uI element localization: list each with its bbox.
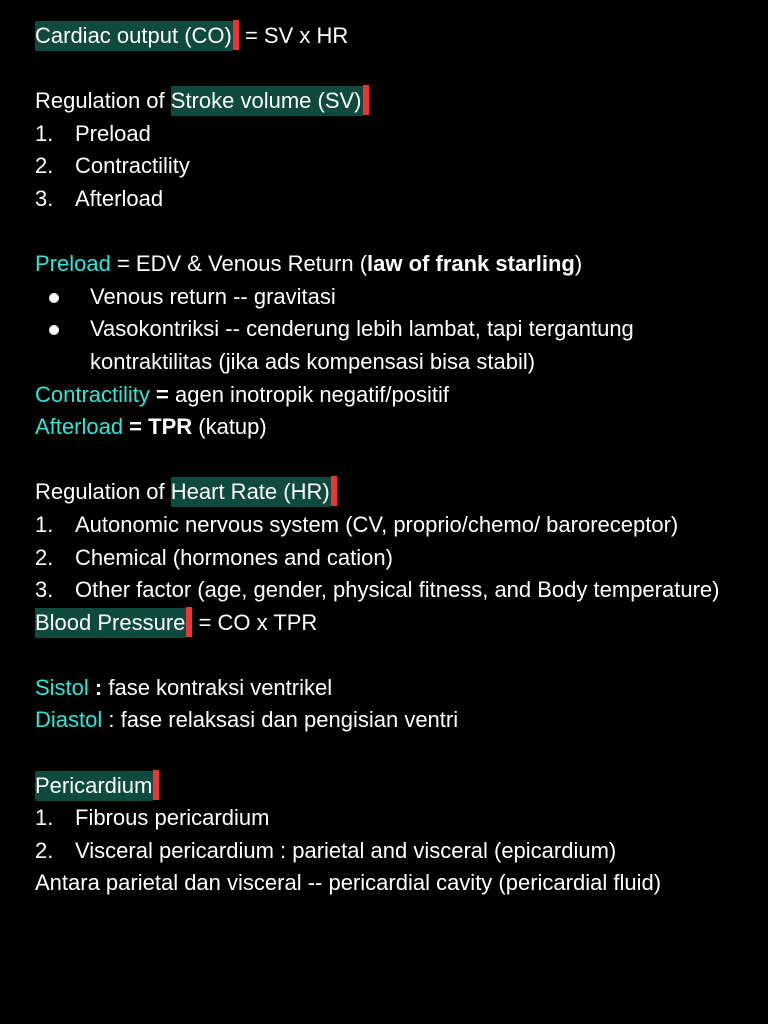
list-text: Other factor (age, gender, physical fitness, and Body temperature) <box>75 577 720 603</box>
diastol-line <box>35 704 747 737</box>
pericardium-heading <box>35 770 747 803</box>
list-text: Chemical (hormones and cation) <box>75 544 393 570</box>
preload-line <box>35 248 747 281</box>
sv-heading <box>35 85 747 118</box>
afterload-equals: = <box>123 414 149 440</box>
list-text: Fibrous pericardium <box>75 805 270 831</box>
contractility-term: Contractility <box>35 381 150 407</box>
text-cursor <box>331 476 337 506</box>
list-item <box>35 542 747 575</box>
blank-line <box>35 444 747 477</box>
sv-list <box>35 118 747 216</box>
blood-pressure-term: Blood Pressure <box>35 608 186 638</box>
contractility-line <box>35 379 747 412</box>
list-number: 1. <box>35 511 54 537</box>
afterload-tpr: TPR <box>148 414 193 440</box>
blood-pressure-line <box>35 607 747 640</box>
sv-term: Stroke volume (SV) <box>171 86 363 116</box>
cardiac-output-term: Cardiac output (CO) <box>35 21 233 51</box>
sistol-line <box>35 672 747 705</box>
cardiac-output-line <box>35 20 747 53</box>
hr-heading-prefix: Regulation of <box>35 479 171 505</box>
cardiac-output-formula: = SV x HR <box>238 23 349 48</box>
list-text: Contractility <box>75 153 190 179</box>
list-item <box>35 802 747 835</box>
preload-bullets <box>35 281 747 379</box>
list-item <box>35 183 747 216</box>
list-item <box>35 574 747 607</box>
list-text: Autonomic nervous system (CV, proprio/chemo/ baroreceptor) <box>75 511 679 537</box>
contractility-equals: = <box>149 381 175 407</box>
bullet-text: Vasokontriksi -- cenderung lebih lambat, tapi tergantung kontraktilitas (jika ads kompensasi bisa stabil) <box>90 316 634 374</box>
text-cursor <box>153 770 159 800</box>
sistol-colon: : <box>88 674 109 700</box>
hr-heading <box>35 476 747 509</box>
preload-text: = EDV & Venous Return ( <box>110 251 368 277</box>
afterload-text: (katup) <box>192 414 267 440</box>
pericardium-list <box>35 802 747 867</box>
list-item <box>35 118 747 151</box>
pericardium-term: Pericardium <box>35 771 153 801</box>
preload-law: law of frank starling <box>367 251 575 277</box>
list-number: 2. <box>35 837 54 863</box>
list-text: Preload <box>75 120 151 146</box>
contractility-text: agen inotropik negatif/positif <box>175 381 449 407</box>
bullet-icon <box>49 293 59 303</box>
list-text: Afterload <box>75 185 164 211</box>
bullet-item <box>35 313 747 378</box>
bullet-icon <box>49 325 59 335</box>
list-item <box>35 835 747 868</box>
blank-line <box>35 639 747 672</box>
list-number: 2. <box>35 544 54 570</box>
preload-close: ) <box>574 251 583 277</box>
pericardium-note: Antara parietal dan visceral -- pericardial cavity (pericardial fluid) <box>35 870 662 896</box>
bullet-item <box>35 281 747 314</box>
bullet-text: Venous return -- gravitasi <box>90 283 336 309</box>
sistol-term: Sistol <box>35 674 89 700</box>
list-item <box>35 150 747 183</box>
list-item <box>35 509 747 542</box>
list-number: 1. <box>35 120 54 146</box>
list-number: 1. <box>35 805 54 831</box>
sistol-text: fase kontraksi ventrikel <box>108 674 333 700</box>
list-number: 3. <box>35 185 54 211</box>
blank-line <box>35 216 747 249</box>
diastol-term: Diastol <box>35 707 103 733</box>
note-document[interactable] <box>35 20 747 900</box>
blood-pressure-formula: = CO x TPR <box>192 609 318 635</box>
list-text: Visceral pericardium : parietal and visceral (epicardium) <box>75 837 617 863</box>
diastol-text: : fase relaksasi dan pengisian ventri <box>102 707 459 733</box>
afterload-line <box>35 411 747 444</box>
afterload-term: Afterload <box>35 414 124 440</box>
sv-heading-prefix: Regulation of <box>35 88 171 114</box>
preload-term: Preload <box>35 251 111 277</box>
blank-line <box>35 737 747 770</box>
text-cursor <box>363 85 369 115</box>
blank-line <box>35 53 747 86</box>
list-number: 3. <box>35 577 54 603</box>
list-number: 2. <box>35 153 54 179</box>
hr-term: Heart Rate (HR) <box>171 477 331 507</box>
hr-list <box>35 509 747 607</box>
